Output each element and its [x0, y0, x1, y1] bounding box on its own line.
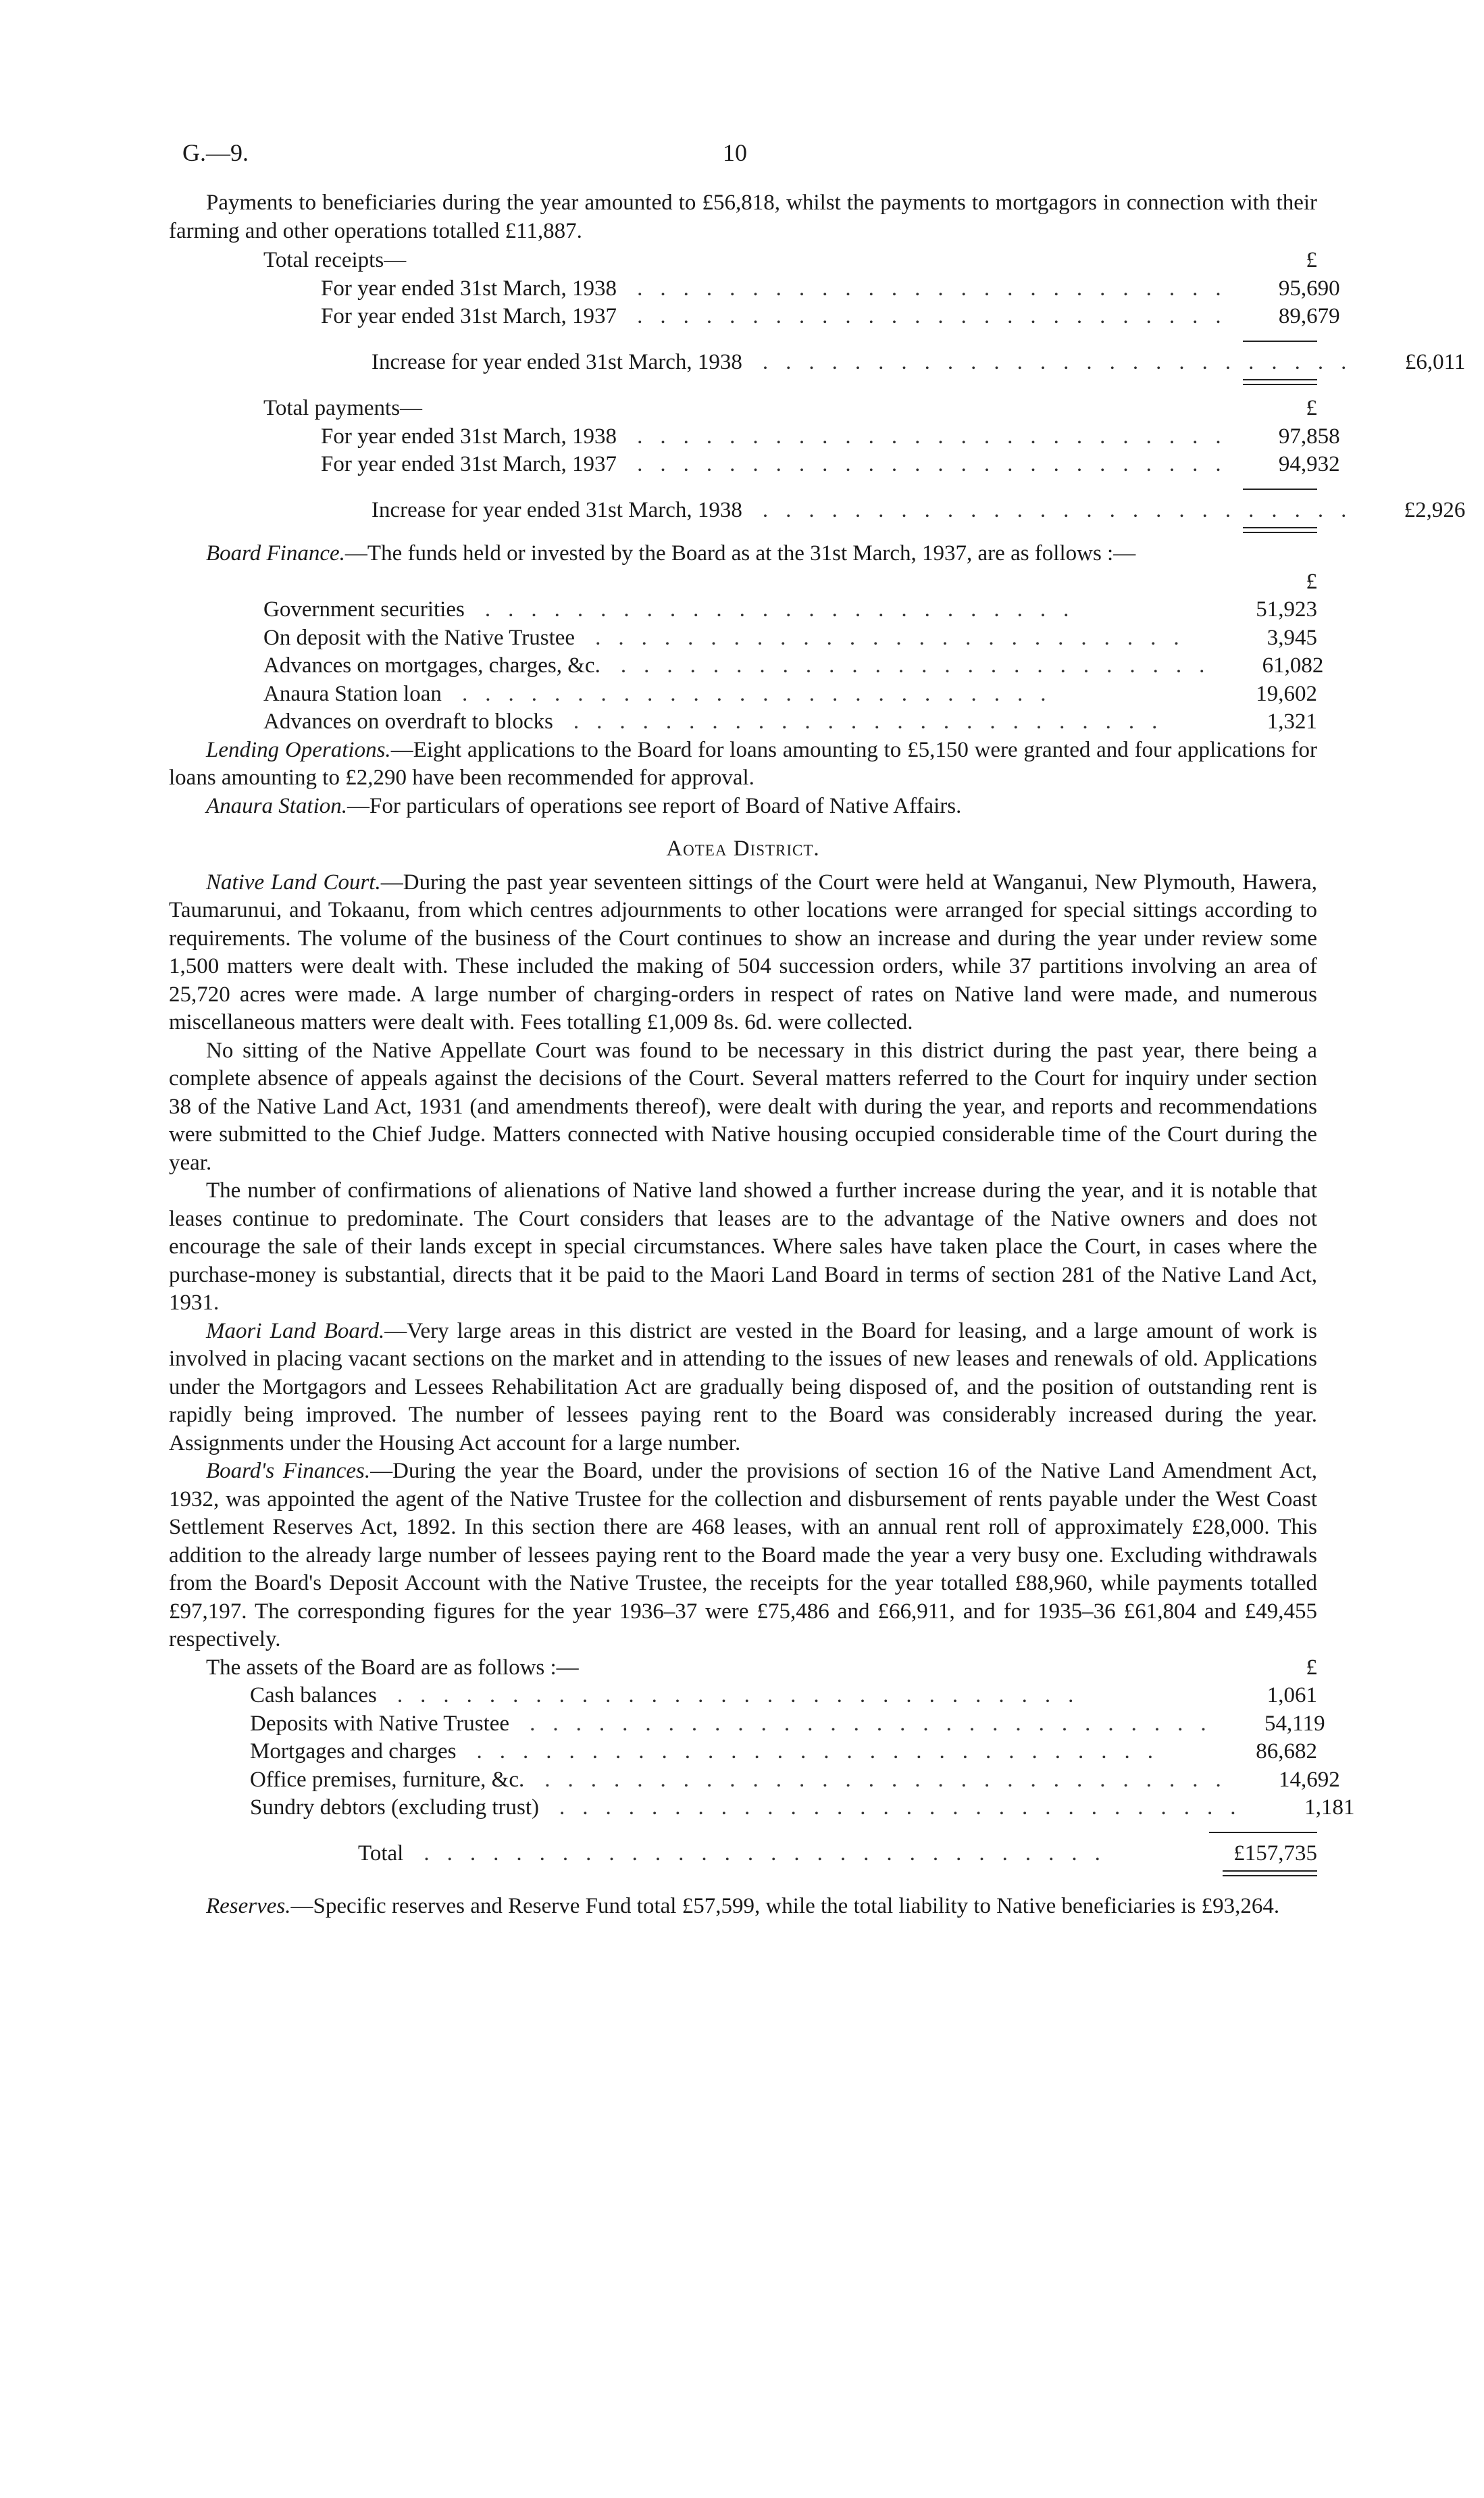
double-rule	[1243, 527, 1317, 533]
anaura-heading: Anaura Station.	[206, 793, 348, 818]
row-value: 54,119	[1264, 1711, 1325, 1736]
document-reference: G.—9.	[182, 139, 249, 166]
row-label: Anaura Station loan	[263, 681, 442, 706]
row-value: 95,690	[1278, 276, 1340, 301]
table-row: Anaura Station loan .......................... 19,602	[263, 680, 1317, 709]
increase-row: Increase for year ended 31st March, 1938 .......................... £6,011	[263, 349, 1317, 377]
page-body	[169, 189, 1466, 1921]
row-value: 51,923	[1256, 597, 1317, 622]
row-label: For year ended 31st March, 1937	[321, 304, 617, 328]
maori-land-board-heading: Maori Land Board.	[206, 1318, 385, 1343]
increase-label: Increase for year ended 31st March, 1938	[372, 497, 742, 522]
reserves-paragraph: Reserves.—Specific reserves and Reserve Fund total £57,599, while the total liability to Native beneficiaries is £93,264.	[206, 1894, 1280, 1918]
total-row: Total .............................. £157,735	[169, 1840, 1317, 1868]
increase-value: £6,011	[1404, 349, 1466, 374]
lending-paragraph: Lending Operations.—Eight applications to the Board for loans amounting to £5,150 were granted and four applications for loans amounting to £2,290 have been recommended for approval.	[169, 737, 1318, 790]
row-value: 1,181	[1304, 1795, 1355, 1820]
table-row: Government securities .......................... 51,923	[263, 596, 1317, 624]
currency-symbol: £	[1306, 248, 1317, 272]
board-finance-table	[263, 568, 1324, 736]
row-value: 97,858	[1278, 424, 1340, 449]
row-value: 14,692	[1279, 1767, 1340, 1792]
payments-title: Total payments—	[263, 396, 423, 420]
rule	[1243, 341, 1317, 342]
boards-finances-heading: Board's Finances.	[206, 1459, 371, 1483]
increase-value: £2,926	[1404, 497, 1466, 522]
board-finance-paragraph: Board Finance.—The funds held or invested by the Board as at the 31st March, 1937, are as follows :—	[206, 541, 1136, 566]
rule	[1243, 489, 1317, 490]
table-row: For year ended 31st March, 1938 .......................... 95,690	[263, 275, 1317, 303]
currency-symbol: £	[1306, 1655, 1317, 1680]
row-label: For year ended 31st March, 1938	[321, 424, 617, 449]
row-value: 1,321	[1266, 709, 1317, 734]
row-label: For year ended 31st March, 1938	[321, 276, 617, 301]
row-label: Office premises, furniture, &c.	[250, 1767, 525, 1792]
table-row: Deposits with Native Trustee .............................. 54,119	[169, 1710, 1317, 1739]
native-land-court-paragraph: Native Land Court.—During the past year seventeen sittings of the Court were held at Wanganui, New Plymouth, Hawera, Taumarunui, and Tokaanu, from which centres adjournments to other locations were arranged for special sittings according to requirements. The volume of the business of the Court continues to show an increase and during the year under review some 1,500 matters were dealt with. These included the making of 504 succession orders, while 37 partitions involving an area of 25,720 acres were made. A large number of charging-orders in respect of rates on Native land were made, and numerous miscellaneous matters were dealt with. Fees totalling £1,009 8s. 6d. were collected.	[169, 870, 1317, 1034]
row-label: Sundry debtors (excluding trust)	[250, 1795, 540, 1820]
table-row: On deposit with the Native Trustee .......................... 3,945	[263, 624, 1317, 653]
row-value: 3,945	[1266, 625, 1317, 650]
district-title: Aotea District.	[666, 836, 820, 861]
native-land-court-heading: Native Land Court.	[206, 870, 381, 895]
row-label: On deposit with the Native Trustee	[263, 625, 575, 650]
assets-table	[169, 1654, 1355, 1877]
row-label: Cash balances	[250, 1683, 377, 1707]
row-value: 89,679	[1278, 304, 1340, 328]
receipts-title: Total receipts—	[263, 248, 407, 272]
anaura-paragraph: Anaura Station.—For particulars of operations see report of Board of Native Affairs.	[206, 793, 962, 818]
table-row: Advances on overdraft to blocks .......................... 1,321	[263, 708, 1317, 736]
table-row: For year ended 31st March, 1937 .......................... 89,679	[263, 303, 1317, 331]
board-finance-heading: Board Finance.	[206, 541, 345, 566]
boards-finances-paragraph: Board's Finances.—During the year the Board, under the provisions of section 16 of the Native Land Amendment Act, 1932, was appointed the agent of the Native Trustee for the collection and disbursement of rents payable under the West Coast Settlement Reserves Act, 1892. In this section there are 468 leases, with an annual rent roll of approximately £28,000. This addition to the already large number of lessees paying rent to the Board made the year a very busy one. Excluding withdrawals from the Board's Deposit Account with the Native Trustee, the receipts for the year totalled £88,960, while payments totalled £97,197. The corresponding figures for the year 1936–37 were £75,486 and £66,911, and for 1935–36 £61,804 and £49,455 respectively.	[169, 1459, 1317, 1651]
page-number: 10	[723, 139, 747, 166]
maori-land-board-paragraph: Maori Land Board.—Very large areas in this district are vested in the Board for leasing, and a large amount of work is involved in placing vacant sections on the market and in attending to the issues of new leases and renewals of old. Applications under the Mortgagors and Lessees Rehabilitation Act are gradually being disposed of, and the position of outstanding rent is rapidly being improved. The number of lessees paying rent to the Board was considerably increased during the year. Assignments under the Housing Act account for a large number.	[169, 1318, 1317, 1455]
row-value: 94,932	[1278, 452, 1340, 476]
table-row: Mortgages and charges .............................. 86,682	[169, 1738, 1317, 1766]
double-rule	[1223, 1870, 1317, 1876]
table-row: Cash balances .............................. 1,061	[169, 1682, 1317, 1710]
total-label: Total	[358, 1841, 404, 1866]
receipts-table	[263, 247, 1466, 385]
row-label: For year ended 31st March, 1937	[321, 452, 617, 476]
reserves-heading: Reserves.	[206, 1894, 291, 1918]
table-row: Office premises, furniture, &c. .............................. 14,692	[169, 1766, 1317, 1795]
row-label: Advances on mortgages, charges, &c.	[263, 653, 600, 678]
table-row: For year ended 31st March, 1937 .......................... 94,932	[263, 451, 1317, 479]
row-label: Advances on overdraft to blocks	[263, 709, 553, 734]
row-label: Mortgages and charges	[250, 1739, 457, 1764]
table-row: For year ended 31st March, 1938 .......................... 97,858	[263, 423, 1317, 451]
lending-heading: Lending Operations.	[206, 737, 391, 762]
double-rule	[1243, 379, 1317, 385]
confirmations-paragraph: The number of confirmations of alienations of Native land showed a further increase during the year, and it is notable that leases continue to predominate. The Court considers that leases are to the advantage of the Native owners and does not encourage the sale of their lands except in special circumstances. Where sales have taken place the Court, in cases where the purchase-money is substantial, directs that it be paid to the Maori Land Board in terms of section 281 of the Native Land Act, 1931.	[169, 1178, 1317, 1315]
increase-row: Increase for year ended 31st March, 1938 .......................... £2,926	[263, 497, 1317, 525]
row-value: 86,682	[1256, 1739, 1317, 1764]
table-row: Advances on mortgages, charges, &c. .......................... 61,082	[263, 652, 1317, 680]
row-value: 1,061	[1266, 1683, 1317, 1707]
currency-symbol: £	[1306, 569, 1317, 594]
row-label: Government securities	[263, 597, 465, 622]
row-label: Deposits with Native Trustee	[250, 1711, 510, 1736]
increase-label: Increase for year ended 31st March, 1938	[372, 349, 742, 374]
payments-table	[263, 395, 1466, 533]
rule	[1209, 1832, 1317, 1833]
row-value: 61,082	[1262, 653, 1324, 678]
assets-title: The assets of the Board are as follows :—	[206, 1655, 579, 1680]
currency-symbol: £	[1306, 396, 1317, 420]
total-value: £157,735	[1233, 1841, 1317, 1866]
row-value: 19,602	[1256, 681, 1317, 706]
table-row: Sundry debtors (excluding trust) .............................. 1,181	[169, 1794, 1317, 1822]
intro-paragraph: Payments to beneficiaries during the year amounted to £56,818, whilst the payments to mortgagors in connection with their farming and other operations totalled £11,887.	[169, 191, 1317, 243]
appellate-paragraph: No sitting of the Native Appellate Court was found to be necessary in this district during the past year, there being a complete absence of appeals against the decisions of the Court. Several matters referred to the Court for inquiry under section 38 of the Native Land Act, 1931 (and amendments thereof), were dealt with during the year, and reports and recommendations were submitted to the Chief Judge. Matters connected with Native housing occupied considerable time of the Court during the year.	[169, 1038, 1317, 1175]
